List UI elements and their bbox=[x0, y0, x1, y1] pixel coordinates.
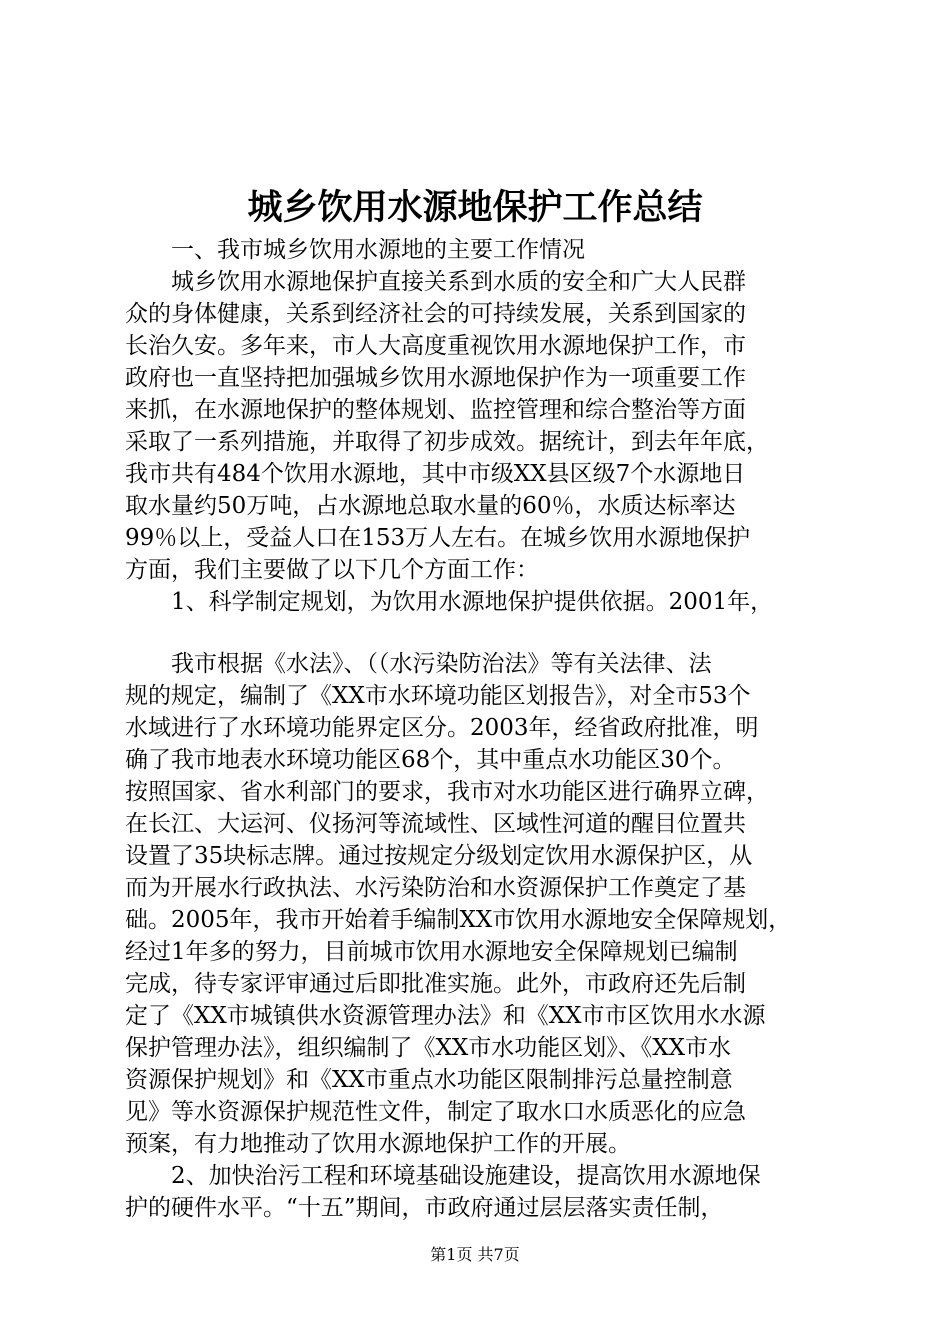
body-line: 经过1年多的努力，目前城市饮用水源地安全保障规划已编制 bbox=[125, 939, 738, 965]
body-line: 政府也一直坚持把加强城乡饮用水源地保护作为一项重要工作 bbox=[125, 365, 746, 391]
body-line: 取水量约50万吨，占水源地总取水量的60％，水质达标率达 bbox=[125, 493, 736, 519]
body-line: 在长江、大运河、仪扬河等流域性、区域性河道的醒目位置共 bbox=[125, 811, 746, 837]
section-heading: 一、我市城乡饮用水源地的主要工作情况 bbox=[125, 237, 585, 263]
body-line: 2、加快治污工程和环境基础设施建设，提高饮用水源地保 bbox=[125, 1163, 761, 1189]
body-line: 采取了一系列措施，并取得了初步成效。据统计，到去年年底， bbox=[125, 429, 769, 455]
document-title: 城乡饮用水源地保护工作总结 bbox=[247, 187, 703, 228]
body-line: 预案，有力地推动了饮用水源地保护工作的开展。 bbox=[125, 1131, 631, 1157]
body-line: 而为开展水行政执法、水污染防治和水资源保护工作奠定了基 bbox=[125, 875, 746, 901]
body-line: 础。2005年，我市开始着手编制XX市饮用水源地安全保障规划， bbox=[125, 907, 792, 933]
body-line: 设置了35块标志牌。通过按规定分级划定饮用水源保护区，从 bbox=[125, 843, 753, 869]
body-line: 方面，我们主要做了以下几个方面工作： bbox=[125, 557, 539, 583]
page-number: 第1页 共7页 bbox=[430, 1245, 520, 1264]
body-line: 按照国家、省水利部门的要求，我市对水功能区进行确界立碑， bbox=[125, 779, 769, 805]
body-line: 来抓，在水源地保护的整体规划、监控管理和综合整治等方面 bbox=[125, 397, 746, 423]
body-line: 护的硬件水平。“十五”期间，市政府通过层层落实责任制， bbox=[125, 1195, 724, 1221]
body-line: 长治久安。多年来，市人大高度重视饮用水源地保护工作，市 bbox=[125, 333, 746, 359]
body-line: 1、科学制定规划，为饮用水源地保护提供依据。2001年， bbox=[125, 589, 774, 615]
body-line: 城乡饮用水源地保护直接关系到水质的安全和广大人民群 bbox=[125, 269, 746, 295]
body-line: 我市共有484个饮用水源地，其中市级XX县区级7个水源地日 bbox=[125, 461, 746, 487]
body-line: 确了我市地表水环境功能区68个，其中重点水功能区30个。 bbox=[125, 747, 736, 773]
body-line: 完成，待专家评审通过后即批准实施。此外，市政府还先后制 bbox=[125, 971, 746, 997]
body-line: 99％以上，受益人口在153万人左右。在城乡饮用水源地保护 bbox=[125, 525, 751, 551]
body-line: 资源保护规划》和《XX市重点水功能区限制排污总量控制意 bbox=[125, 1067, 733, 1093]
body-line: 见》等水资源保护规范性文件，制定了取水口水质恶化的应急 bbox=[125, 1099, 746, 1125]
body-line: 水域进行了水环境功能界定区分。2003年，经省政府批准，明 bbox=[125, 715, 759, 741]
body-line: 保护管理办法》，组织编制了《XX市水功能区划》、《XX市水 bbox=[125, 1035, 731, 1061]
body-line: 我市根据《水法》、（（水污染防治法》等有关法律、法 bbox=[125, 651, 712, 677]
body-line: 众的身体健康，关系到经济社会的可持续发展，关系到国家的 bbox=[125, 301, 746, 327]
body-line: 定了《XX市城镇供水资源管理办法》和《XX市市区饮用水水源 bbox=[125, 1003, 766, 1029]
body-line: 规的规定，编制了《XX市水环境功能区划报告》，对全市53个 bbox=[125, 683, 751, 709]
